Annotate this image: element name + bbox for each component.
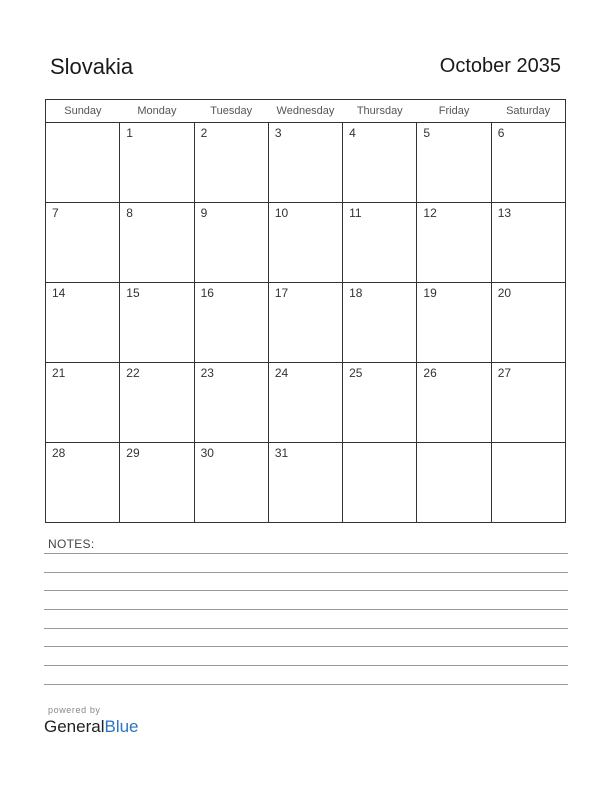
note-line [44, 684, 568, 685]
week-row [46, 363, 566, 443]
note-line [44, 646, 568, 647]
day-cell [343, 443, 417, 523]
week-row [46, 283, 566, 363]
note-line [44, 609, 568, 610]
day-cell: 6 [491, 123, 565, 203]
weekday-wednesday: Wednesday [268, 100, 342, 123]
day-cell [46, 123, 120, 203]
powered-by-text: powered by [48, 705, 101, 715]
day-cell: 28 [46, 443, 120, 523]
day-cell [491, 443, 565, 523]
day-cell: 21 [46, 363, 120, 443]
day-cell: 1 [120, 123, 194, 203]
day-cell: 22 [120, 363, 194, 443]
weekday-friday: Friday [417, 100, 491, 123]
day-cell: 14 [46, 283, 120, 363]
week-row [46, 123, 566, 203]
week-row [46, 443, 566, 523]
day-cell: 12 [417, 203, 491, 283]
day-cell: 2 [194, 123, 268, 203]
generalblue-logo [44, 717, 139, 737]
note-line [44, 590, 568, 591]
day-cell: 11 [343, 203, 417, 283]
day-cell [417, 443, 491, 523]
note-line [44, 572, 568, 573]
weekday-thursday: Thursday [343, 100, 417, 123]
week-row [46, 203, 566, 283]
month-year-title: October 2035 [439, 55, 561, 77]
day-cell: 20 [491, 283, 565, 363]
country-title: Slovakia [50, 54, 134, 79]
day-cell: 3 [268, 123, 342, 203]
notes-label: NOTES: [48, 537, 95, 551]
day-cell: 4 [343, 123, 417, 203]
weekday-monday: Monday [120, 100, 194, 123]
day-cell: 5 [417, 123, 491, 203]
day-cell: 9 [194, 203, 268, 283]
calendar-grid [45, 99, 566, 523]
day-cell: 16 [194, 283, 268, 363]
day-cell: 19 [417, 283, 491, 363]
day-cell: 8 [120, 203, 194, 283]
day-cell: 27 [491, 363, 565, 443]
day-cell: 10 [268, 203, 342, 283]
note-line [44, 553, 568, 554]
day-cell: 13 [491, 203, 565, 283]
day-cell: 18 [343, 283, 417, 363]
day-cell: 24 [268, 363, 342, 443]
day-cell: 26 [417, 363, 491, 443]
day-cell: 15 [120, 283, 194, 363]
day-cell: 17 [268, 283, 342, 363]
day-cell: 30 [194, 443, 268, 523]
brand-general-text: General [44, 717, 105, 736]
day-cell: 23 [194, 363, 268, 443]
brand-blue-text: Blue [104, 717, 139, 736]
day-cell: 25 [343, 363, 417, 443]
weekday-sunday: Sunday [46, 100, 120, 123]
weekday-header-row [46, 100, 566, 123]
note-line [44, 665, 568, 666]
day-cell: 29 [120, 443, 194, 523]
note-line [44, 628, 568, 629]
weekday-saturday: Saturday [491, 100, 565, 123]
weekday-tuesday: Tuesday [194, 100, 268, 123]
day-cell: 7 [46, 203, 120, 283]
day-cell: 31 [268, 443, 342, 523]
